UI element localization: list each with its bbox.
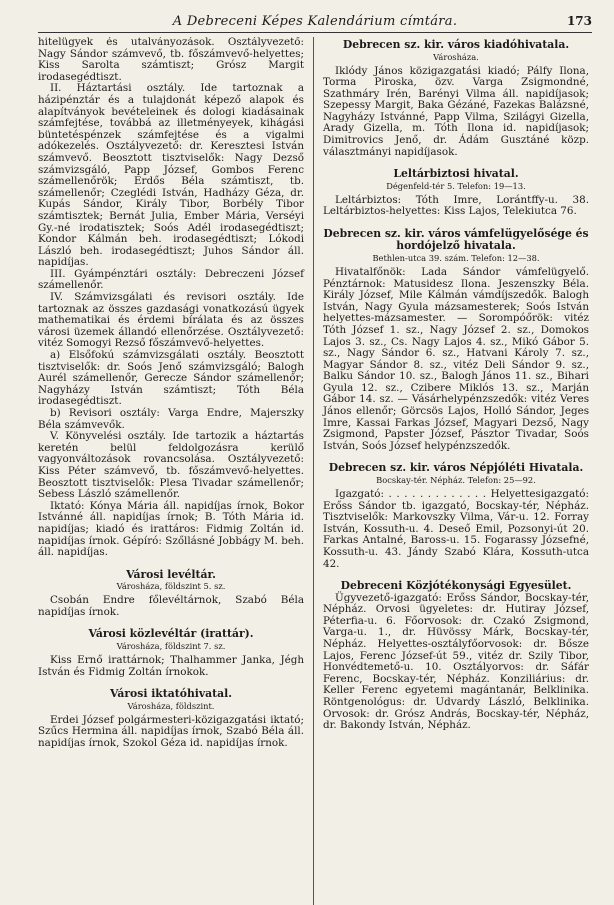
section-title: Debreceni Közjótékonysági Egyesület. (340, 579, 572, 593)
section-title: Leltárbiztosi hivatal. (393, 167, 519, 181)
paragraph: b) Revisori osztály: Varga Endre, Majerszky Béla számvevők. (38, 407, 304, 431)
section-address: Városháza, földszint. (127, 700, 215, 711)
left-column (38, 37, 313, 905)
running-title: A Debreceni Képes Kalendárium címtára. (172, 14, 458, 29)
section-address: Városháza. (433, 51, 479, 62)
paragraph: Csobán Endre főlevéltárnok, Szabó Béla napidíjas írnok. (38, 594, 304, 618)
paragraph: hitelügyek és utalványozások. Osztályvezető: Nagy Sándor számvevő, tb. főszámvevő-helyettes; Kiss Sarolta számtiszt; Grósz Margit irodasegédtiszt. (38, 37, 304, 83)
paragraph: Kiss Ernő irattárnok; Thalhammer Janka, Jégh István és Fidmig Zoltán írnokok. (38, 653, 304, 678)
section-title: Debrecen sz. kir. város kiadóhivatala. (342, 38, 570, 51)
text-columns (38, 37, 592, 905)
paragraph: Ügyvezető-igazgató: Erőss Sándor, Bocskay-tér, Népház. Orvosi ügyeletes: dr. Hutiray József, Péterfia-u. 6. Főorvosok: dr. Czakó Zsigmond, Varga-u. 1., dr. Hüvössy Márk, Bocskay-tér, Népház. Helyettes-osztályfőorvosok: dr. Bősze Lajos, Ferenc József-út 59., vitéz dr. Szily Tibor, Honvédtemető-u. 10. Osztályorvos: dr. Sáfár Ferenc, Bocskay-tér, Népház. Konziliárius: dr. Keller Ferenc egyetemi magántanár, Belklinika. Röntgenológus: dr. Udvardy László, Belklinika. Orvosok: dr. Grósz András, Bocskay-tér, Népház, dr. Bakondy István, Népház. (323, 591, 589, 732)
paragraph: III. Gyámpénztári osztály: Debreczeni József számellenőr. (38, 267, 304, 292)
section-title: Debrecen sz. kir. város vámfelügyelősége és hordójelző hivatala. (323, 226, 589, 253)
section-title: Városi iktatóhivatal. (109, 687, 233, 701)
paragraph: IV. Számvizsgálati és revisori osztály. Ide tartoznak az összes gazdasági vonatkozású ügyek mathematikai és érdemi bírálata és az összes városi üzemek állandó ellenőrzése. Osztályvezető: vitéz Somogyi Rezső főszámvevő-helyettes. (38, 291, 304, 350)
section-heading (38, 628, 304, 652)
section-heading (323, 228, 589, 264)
section-title: Városi közlevéltár (irattár). (88, 627, 254, 641)
section-heading (323, 580, 589, 593)
section-title: Debrecen sz. kir. város Népjóléti Hivatala. (328, 461, 584, 475)
paragraph: II. Háztartási osztály. Ide tartoznak a házipénztár és a tulajdonát képező alapok és alapítványok bevételeinek és dologi kiadásainak számfejtése, továbbá az illetményeyek, kihágási büntetéspénzek számfejtése és a vigalmi adókezelés. Osztályvezető: dr. Keresztesi István számvevő. Beosztott tisztviselők: Nagy Dezső számvizsgáló, Papp József, Gombos Ferenc számellenőrök; Erdős Béla számtiszt, tb. számellenőr; Czeglédi István, Hadházy Géza, dr. Kupás Sándor, Király Tibor, Borbély Tibor számtisztek; Bernát Julia, Ember Mária, Verséyi Gy.-né irodatisztek; Soós Adél irodasegédtiszt; Kondor Kálmán beh. irodasegédtiszt; Lókodi László beh. irodasegédtiszt; Juhos Sándor áll. napidíjas. (38, 82, 304, 269)
section-heading (38, 569, 304, 593)
paragraph: Igazgató: . . . . . . . . . . . . . Helyettesigazgató: Erőss Sándor tb. igazgató, Bocskay-tér, Népház. Tisztviselők: Markovszky Vilma, Vár-u. 12. Forray István, Kossuth-u. 4. Deseő Emil, Pozsonyi-út 20. Farkas Antalné, Baross-u. 15. Fogarassy Józsefné, Kossuth-u. 43. Jándy Szabó Klára, Kossuth-utca 42. (323, 487, 589, 570)
section-heading (323, 462, 589, 486)
paragraph: a) Elsőfokú számvizsgálati osztály. Beosztott tisztviselők: dr. Soós Jenő számvizsgáló; Balogh Aurél számellenőr, Gerecze Sándor számellenőr; Nagyházy István számtiszt; Tóth Béla irodasegédtiszt. (38, 349, 304, 408)
section-address: Bethlen-utca 39. szám. Telefon: 12—38. (372, 252, 540, 263)
paragraph: Hivatalfőnök: Lada Sándor vámfelügyelő. Pénztárnok: Matusidesz Ilona. Jeszenszky Béla. Király József, Mile Kálmán vámdíjszedők. Balogh István, Nagy Gyula mázsamesterek; Soós István helyettes-mázsamester. — Sorompóőrök: vitéz Tóth József 1. sz., Nagy József 2. sz., Domokos Lajos 3. sz., Cs. Nagy Lajos 4. sz., Mikó Gábor 5. sz., Nagy Sándor 6. sz., Hatvani Károly 7. sz., Magyar Sándor 8. sz., vitéz Deli Sándor 9. sz., Balku Sándor 10. sz., Balogh János 11. sz., Bihari Gyula 12. sz., Czibere Miklós 13. sz., Marján Gábor 14. sz. — Vásárhelypénzszedők: vitéz Veres János ellenőr; Görcsös Lajos, Holló Sándor, Jeges Imre, Kassai Farkas József, Magyari Dezső, Nagy Zsigmond, Papster József, Pásztor Tivadar, Soós István, Soós József helypénzszedők. (323, 265, 589, 452)
section-heading (323, 168, 589, 192)
section-address: Városháza, földszint 5. sz. (116, 581, 226, 592)
paragraph: Leltárbiztos: Tóth Imre, Lorántffy-u. 38. Leltárbiztos-helyettes: Kiss Lajos, Telekiutca 76. (323, 193, 589, 218)
section-address: Bocskay-tér. Népház. Telefon: 25—92. (376, 474, 536, 485)
paragraph: Iktató: Kónya Mária áll. napidíjas írnok, Bokor Istvánné áll. napidíjas írnok; B. Tóth Mária id. napidíjas; kiadó és irattáros: Fidmig Zoltán id. napidíjas írnok. Gépíró: Szőllásné Jobbágy M. beh. áll. napidíjas. (38, 499, 304, 559)
paragraph: Erdei József polgármesteri-közigazgatási iktató; Szűcs Hermina áll. napidíjas írnok, Szabó Béla áll. napidíjas írnok, Szokol Géza id. napidíjas írnok. (38, 713, 304, 749)
paragraph: V. Könyvelési osztály. Ide tartozik a háztartás keretén belül feldolgozásra kerülő vagyonváltozások rovancsolása. Osztályvezető: Kiss Péter számvevő, tb. főszámvevő-helyettes. Beosztott tisztviselők: Plesa Tivadar számellenőr; Sebess László számellenőr. (38, 430, 304, 501)
paragraph: Iklódy János közigazgatási kiadó; Pálfy Ilona, Torma Piroska, özv. Varga Zsigmondné, Szathmáry Irén, Barényi Vilma áll. napidíjasok; Szepessy Margit, Baka Gézáné, Fazekas Balázsné, Nagyházy Istvánné, Papp Vilma, Szilágyi Gizella, Arady Gizella, m. Tóth Ilona id. napidíjasok; Dimitrovics Jenő, dr. Ádám Gusztáné közp. választmányi napidíjasok. (323, 64, 589, 158)
section-title: Városi levéltár. (126, 567, 216, 581)
section-heading (323, 39, 589, 63)
section-address: Dégenfeld-tér 5. Telefon: 19—13. (386, 180, 526, 191)
section-address: Városháza, földszint 7. sz. (116, 640, 226, 651)
section-heading (38, 688, 304, 712)
page-number: 173 (566, 14, 592, 28)
page-header (38, 12, 592, 33)
right-column (313, 37, 589, 905)
